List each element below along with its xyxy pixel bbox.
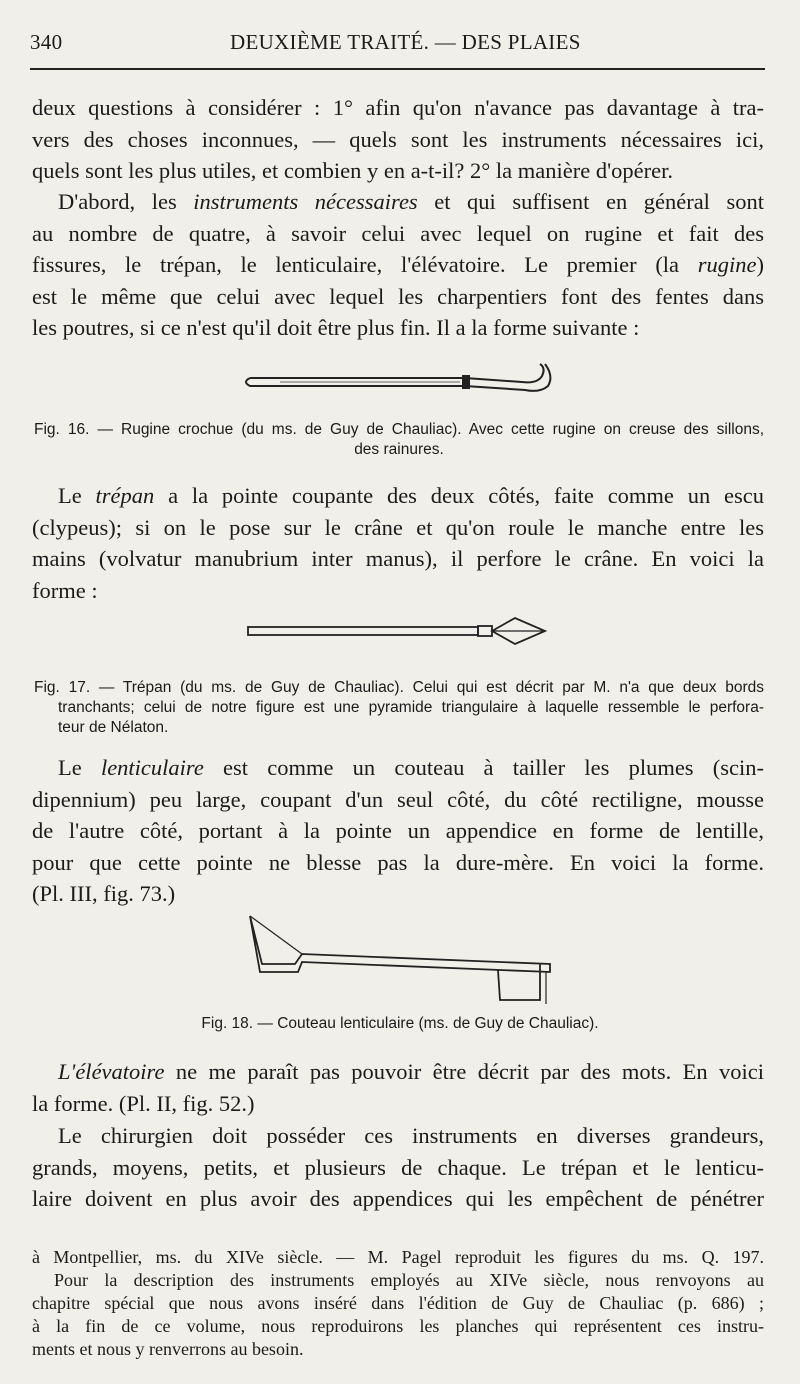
- text-line: est le même que celui avec lequel les charpentiers font des fentes dans: [32, 283, 764, 309]
- figure-16-caption: [34, 420, 764, 460]
- footnote-line: à la fin de ce volume, nous reproduirons les planches qui représentent ces instru-: [32, 1316, 764, 1336]
- text-line: Le trépan a la pointe coupante des deux côtés, faite comme un escu: [58, 483, 764, 508]
- text-line: (clypeus); si on le pose sur le crâne et qu'on roule le manche entre les: [32, 514, 764, 540]
- text-line: L'élévatoire ne me paraît pas pouvoir être décrit par des mots. En voici: [58, 1059, 764, 1084]
- lenticular-knife-figure: [240, 912, 560, 1012]
- text-line: grands, moyens, petits, et plusieurs de chaque. Le trépan et le lenticu-: [32, 1154, 764, 1180]
- text-line: au nombre de quatre, à savoir celui avec lequel on rugine et fait des: [32, 220, 764, 246]
- running-header: [30, 30, 765, 60]
- running-title: DEUXIÈME TRAITÉ. — DES PLAIES: [230, 30, 581, 54]
- text-line: (Pl. III, fig. 73.): [32, 881, 176, 906]
- rugine-figure: [240, 358, 560, 418]
- text-line: pour que cette pointe ne blesse pas la dure-mère. En voici la forme.: [32, 849, 764, 875]
- caption-line: Fig. 18. — Couteau lenticulaire (ms. de Guy de Chauliac).: [201, 1015, 599, 1032]
- footnote-line: ments et nous y renverrons au besoin.: [32, 1339, 304, 1359]
- text-line: la forme. (Pl. II, fig. 52.): [32, 1090, 255, 1116]
- paragraph-sizes: [32, 1120, 764, 1215]
- text-line: quels sont les plus utiles, et combien y en a-t-il? 2° la manière d'opérer.: [32, 158, 673, 183]
- trepan-figure: [240, 612, 560, 652]
- text-line: deux questions à considérer : 1° afin qu'on n'avance pas davantage à tra-: [32, 95, 764, 120]
- text-line: de l'autre côté, portant à la pointe un appendice en forme de lentille,: [32, 818, 764, 843]
- text-line: vers des choses inconnues, — quels sont les instruments nécessaires ici,: [32, 126, 764, 152]
- figure-17-caption: [34, 678, 764, 738]
- text-line: les poutres, si ce n'est qu'il doit être plus fin. Il a la forme suivante :: [32, 315, 640, 340]
- paragraph-questions: [32, 92, 764, 187]
- page-number: 340: [30, 30, 63, 54]
- caption-line: teur de Nélaton.: [58, 719, 169, 736]
- paragraph-lenticulaire: [32, 752, 764, 910]
- caption-line: des rainures.: [354, 441, 444, 458]
- footnote: [32, 1246, 764, 1361]
- caption-line: tranchants; celui de notre figure est une pyramide triangulaire à laquelle ressemble le perfora-: [58, 699, 764, 716]
- footnote-line: chapitre spécial que nous avons inséré dans l'édition de Guy de Chauliac (p. 686) ;: [32, 1293, 764, 1313]
- paragraph-instruments: [32, 186, 764, 344]
- paragraph-trepan: [32, 480, 764, 606]
- text-line: fissures, le trépan, le lenticulaire, l'élévatoire. Le premier (la rugine): [32, 252, 764, 277]
- caption-line: Fig. 17. — Trépan (du ms. de Guy de Chauliac). Celui qui est décrit par M. n'a que deux bords: [34, 679, 764, 696]
- header-rule: [30, 68, 765, 70]
- footnote-line: Pour la description des instruments employés au XIVe siècle, nous renvoyons au: [54, 1270, 764, 1290]
- text-line: Le chirurgien doit posséder ces instruments en diverses grandeurs,: [58, 1123, 764, 1148]
- text-line: forme :: [32, 577, 98, 603]
- text-line: D'abord, les instruments nécessaires et qui suffisent en général sont: [58, 189, 764, 214]
- figure-18-caption: [0, 1014, 800, 1034]
- text-line: mains (volvatur manubrium inter manus), il perfore le crâne. En voici la: [32, 546, 764, 571]
- footnote-line: à Montpellier, ms. du XIVe siècle. — M. Pagel reproduit les figures du ms. Q. 197.: [32, 1247, 764, 1267]
- text-line: dipennium) peu large, coupant d'un seul côté, du côté rectiligne, mousse: [32, 786, 764, 812]
- paragraph-elevatoire: [32, 1056, 764, 1119]
- text-line: laire doivent en plus avoir des appendices qui les empêchent de pénétrer: [32, 1186, 764, 1211]
- text-line: Le lenticulaire est comme un couteau à tailler les plumes (scin-: [58, 755, 764, 780]
- caption-line: Fig. 16. — Rugine crochue (du ms. de Guy de Chauliac). Avec cette rugine on creuse des sillons,: [34, 421, 764, 438]
